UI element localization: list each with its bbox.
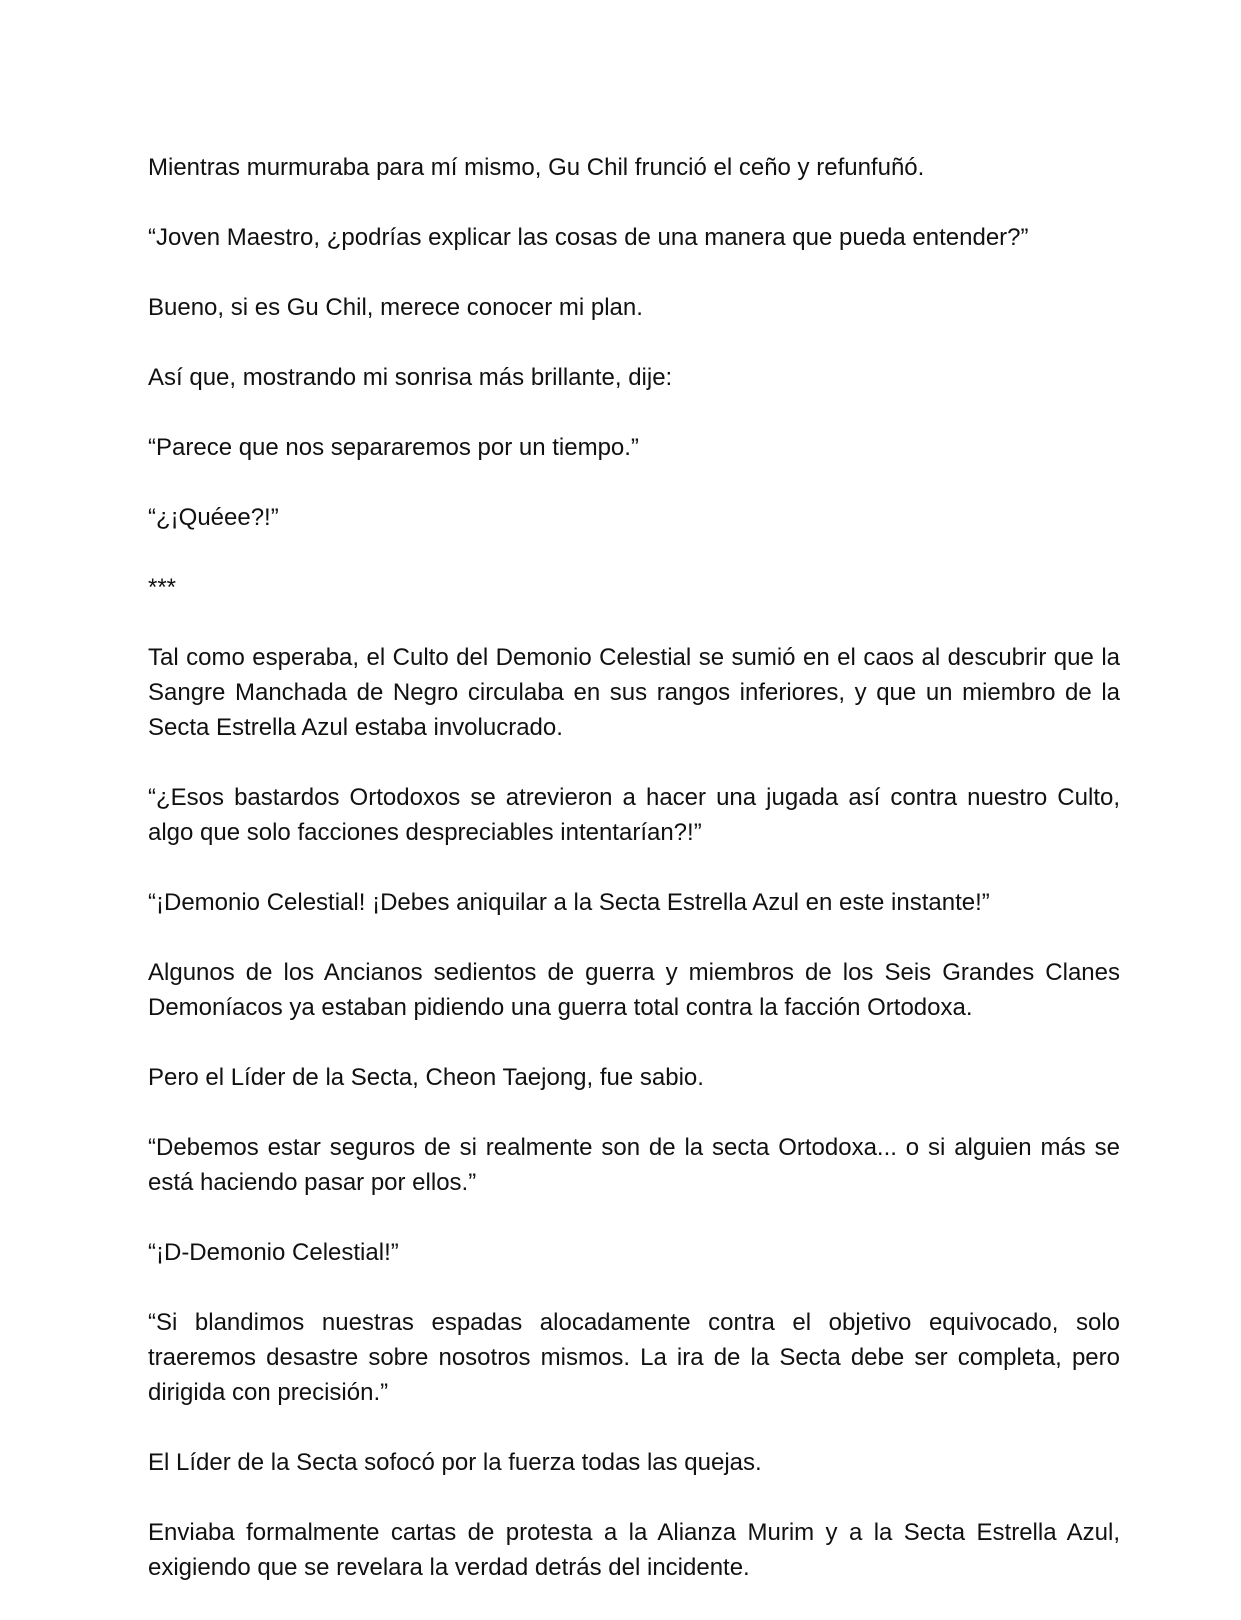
paragraph: Pero el Líder de la Secta, Cheon Taejong, fue sabio. [148, 1064, 704, 1091]
paragraph: Así que, mostrando mi sonrisa más brillante, dije: [148, 364, 673, 391]
paragraph: Bueno, si es Gu Chil, merece conocer mi plan. [148, 294, 643, 321]
paragraph: “¿Esos bastardos Ortodoxos se atrevieron a hacer una jugada así contra nuestro Culto, algo que solo facciones despreciables intentarían?!” [148, 784, 1120, 846]
text-body [148, 150, 1120, 1620]
paragraph: “¡D-Demonio Celestial!” [148, 1239, 399, 1266]
paragraph: “Parece que nos separaremos por un tiempo.” [148, 434, 639, 461]
paragraph: “¿¡Quéee?!” [148, 504, 279, 531]
paragraph: “Si blandimos nuestras espadas alocadamente contra el objetivo equivocado, solo traeremos desastre sobre nosotros mismos. La ira de la Secta debe ser completa, pero dirigida con precisión.” [148, 1309, 1120, 1406]
paragraph: Mientras murmuraba para mí mismo, Gu Chil frunció el ceño y refunfuñó. [148, 154, 925, 181]
paragraph: “Joven Maestro, ¿podrías explicar las cosas de una manera que pueda entender?” [148, 224, 1029, 251]
paragraph: El Líder de la Secta sofocó por la fuerza todas las quejas. [148, 1449, 762, 1476]
paragraph: Algunos de los Ancianos sedientos de guerra y miembros de los Seis Grandes Clanes Demoníacos ya estaban pidiendo una guerra total contra la facción Ortodoxa. [148, 959, 1120, 1021]
paragraph: Tal como esperaba, el Culto del Demonio Celestial se sumió en el caos al descubrir que la Sangre Manchada de Negro circulaba en sus rangos inferiores, y que un miembro de la Secta Estrella Azul estaba involucrado. [148, 644, 1120, 741]
paragraph: Enviaba formalmente cartas de protesta a la Alianza Murim y a la Secta Estrella Azul, exigiendo que se revelara la verdad detrás del incidente. [148, 1519, 1120, 1581]
paragraph: “Debemos estar seguros de si realmente son de la secta Ortodoxa... o si alguien más se está haciendo pasar por ellos.” [148, 1134, 1120, 1196]
paragraph: “¡Demonio Celestial! ¡Debes aniquilar a la Secta Estrella Azul en este instante!” [148, 889, 990, 916]
scene-break: *** [148, 574, 177, 601]
